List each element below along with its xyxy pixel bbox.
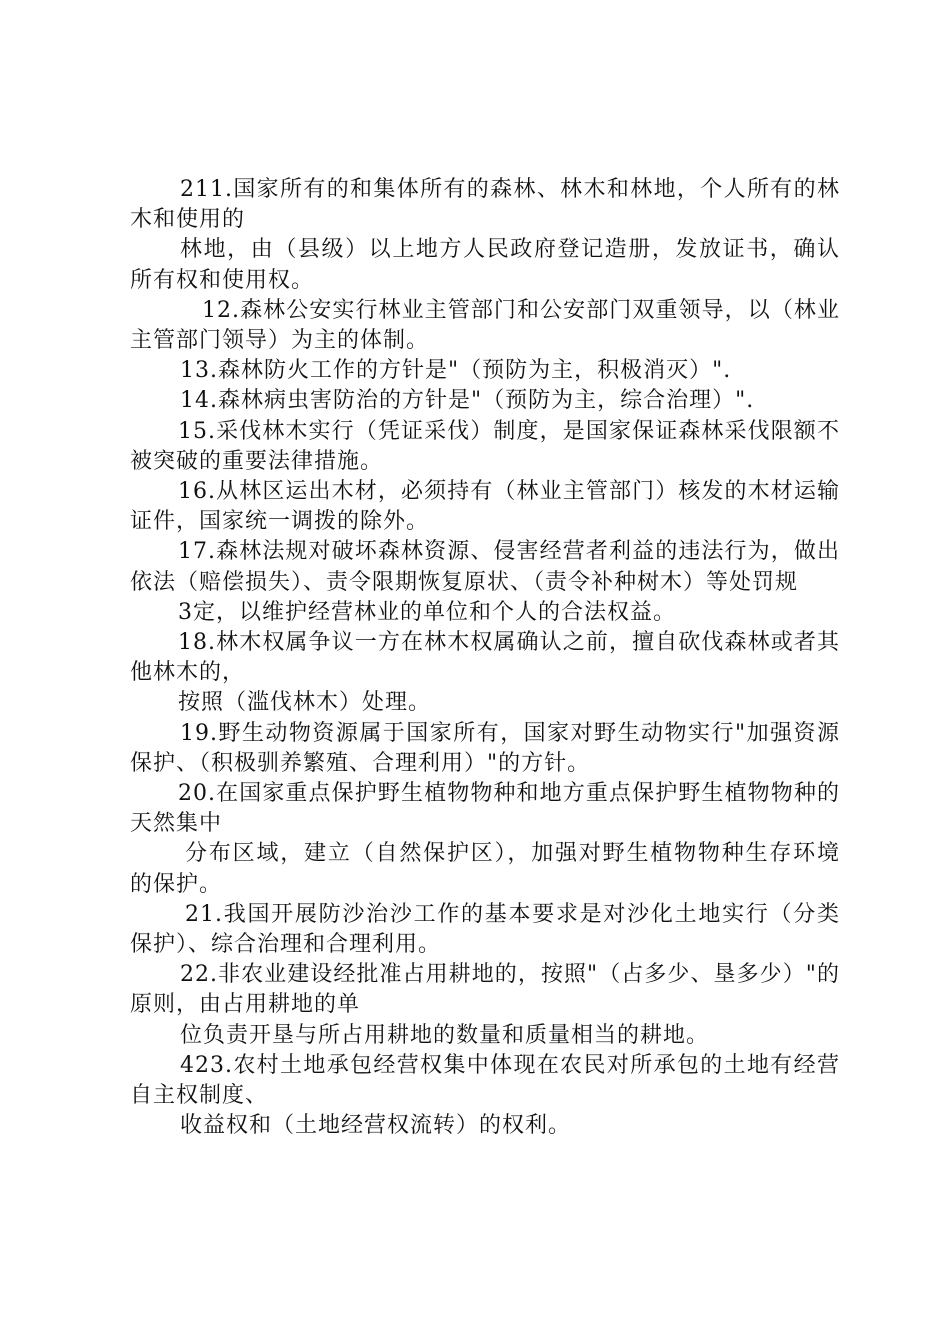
- paragraph-17: 17.森林法规对破坏森林资源、侵害经营者利益的违法行为，做出依法（赔偿损失）、责令限期恢复原状、（责令补种树木）等处罚规: [130, 539, 840, 595]
- paragraph-423: 423.农村土地承包经营权集中体现在农民对所承包的土地有经营自主权制度、: [130, 1052, 840, 1109]
- paragraph-13: 13.森林防火工作的方针是"（预防为主，积极消灭）".: [180, 358, 732, 384]
- paragraph-16: 16.从林区运出木材，必须持有（林业主管部门）核发的木材运输证件，国家统一调拨的除外。: [130, 479, 840, 535]
- paragraph-21: 21.我国开展防沙治沙工作的基本要求是对沙化土地实行（分类保护）、综合治理和合理利用。: [130, 901, 840, 958]
- paragraph-18: 18.林木权属争议一方在林木权属确认之前，擅自砍伐森林或者其他林木的，: [130, 630, 840, 686]
- paragraph-14: 14.森林病虫害防治的方针是"（预防为主，综合治理）".: [180, 388, 755, 414]
- paragraph-22-continued: 位负责开垦与所占用耕地的数量和质量相当的耕地。: [180, 1022, 710, 1048]
- paragraph-423-continued: 收益权和（土地经营权流转）的权利。: [180, 1113, 572, 1139]
- document-body: [130, 175, 840, 1142]
- paragraph-211: 211.国家所有的和集体所有的森林、林木和林地，个人所有的林木和使用的: [130, 177, 840, 233]
- paragraph-18-continued: 按照（滥伐林木）处理。: [178, 690, 432, 716]
- paragraph-211-continued: 林地，由（县级）以上地方人民政府登记造册，发放证书，确认所有权和使用权。: [130, 237, 840, 293]
- paragraph-19: 19.野生动物资源属于国家所有，国家对野生动物实行"加强资源保护、（积极驯养繁殖、合理利用）"的方针。: [130, 720, 840, 776]
- paragraph-17-continued: 3定，以维护经营林业的单位和个人的合法权益。: [178, 599, 676, 625]
- paragraph-20: 20.在国家重点保护野生植物物种和地方重点保护野生植物物种的天然集中: [130, 781, 840, 837]
- paragraph-12: 12.森林公安实行林业主管部门和公安部门双重领导，以（林业主管部门领导）为主的体制。: [130, 297, 840, 354]
- paragraph-15: 15.采伐林木实行（凭证采伐）制度，是国家保证森林采伐限额不被突破的重要法律措施。: [130, 418, 840, 474]
- paragraph-22: 22.非农业建设经批准占用耕地的，按照"（占多少、垦多少）"的原则，由占用耕地的单: [130, 962, 840, 1018]
- paragraph-20-continued: 分布区域，建立（自然保护区），加强对野生植物物种生存环境的保护。: [130, 841, 840, 897]
